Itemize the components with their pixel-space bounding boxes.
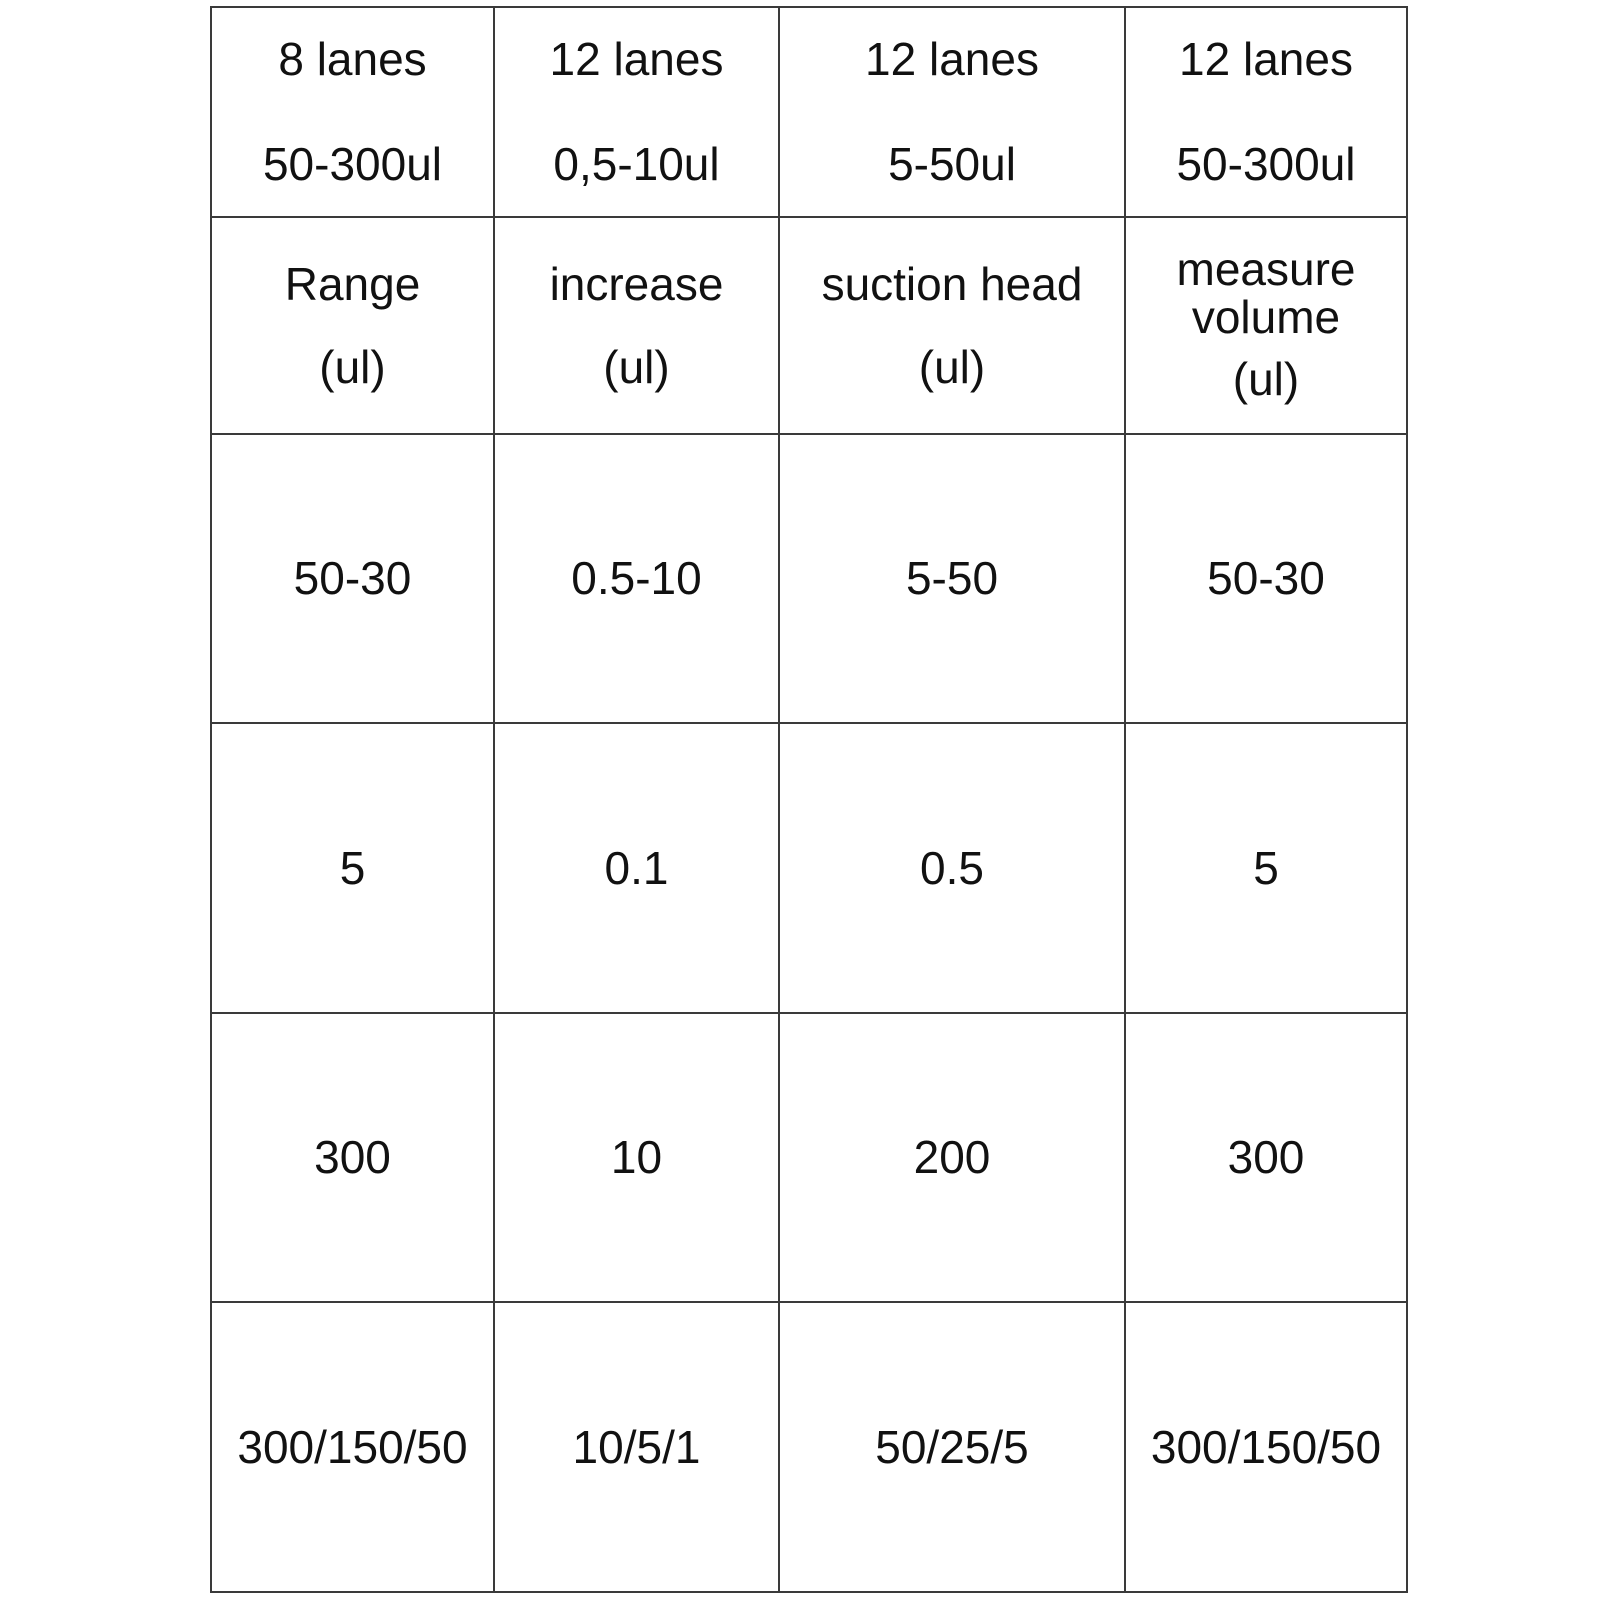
header-cell — [494, 7, 779, 217]
table-cell: 300 — [1125, 1013, 1407, 1303]
unit-label: (ul) — [1232, 353, 1300, 406]
header-cell — [1125, 7, 1407, 217]
column-label-second-line: volume — [1191, 291, 1341, 344]
header-row-lanes — [211, 7, 1407, 217]
lanes-label: 12 lanes — [865, 33, 1039, 86]
unit-label: (ul) — [603, 340, 670, 393]
table-row — [211, 723, 1407, 1013]
volume-label: 0,5-10ul — [553, 138, 720, 191]
lanes-label: 12 lanes — [549, 33, 724, 86]
lanes-label: 8 lanes — [278, 33, 427, 86]
volume-label: 50-300ul — [1176, 138, 1356, 191]
table-cell: 5 — [211, 723, 494, 1013]
volume-label: 50-300ul — [262, 138, 443, 191]
table-cell: 0.5-10 — [494, 434, 779, 724]
table-row — [211, 1302, 1407, 1592]
table-cell: 5 — [1125, 723, 1407, 1013]
table-cell: 0.1 — [494, 723, 779, 1013]
unit-label: (ul) — [319, 340, 386, 393]
column-label: Range — [284, 257, 421, 310]
table-row — [211, 1013, 1407, 1303]
table-cell: 10/5/1 — [494, 1302, 779, 1592]
table-cell: 5-50 — [779, 434, 1125, 724]
header-row-labels — [211, 217, 1407, 433]
column-label: increase — [549, 257, 724, 310]
header-cell — [779, 7, 1125, 217]
table-cell: 50/25/5 — [779, 1302, 1125, 1592]
column-label: measure — [1176, 242, 1356, 295]
table-cell: 300 — [211, 1013, 494, 1303]
table-cell: 300/150/50 — [211, 1302, 494, 1592]
table-cell: 300/150/50 — [1125, 1302, 1407, 1592]
unit-label: (ul) — [918, 340, 986, 393]
table-row — [211, 434, 1407, 724]
column-label-cell — [211, 217, 494, 433]
table-cell: 50-30 — [211, 434, 494, 724]
lanes-label: 12 lanes — [1179, 33, 1353, 86]
column-label: suction head — [821, 257, 1083, 310]
table-cell: 10 — [494, 1013, 779, 1303]
column-label-cell — [1125, 217, 1407, 433]
header-cell — [211, 7, 494, 217]
table-cell: 50-30 — [1125, 434, 1407, 724]
column-label-cell — [494, 217, 779, 433]
table-cell: 200 — [779, 1013, 1125, 1303]
volume-label: 5-50ul — [888, 138, 1016, 191]
table-cell: 0.5 — [779, 723, 1125, 1013]
column-label-cell — [779, 217, 1125, 433]
spec-table — [210, 6, 1408, 1593]
